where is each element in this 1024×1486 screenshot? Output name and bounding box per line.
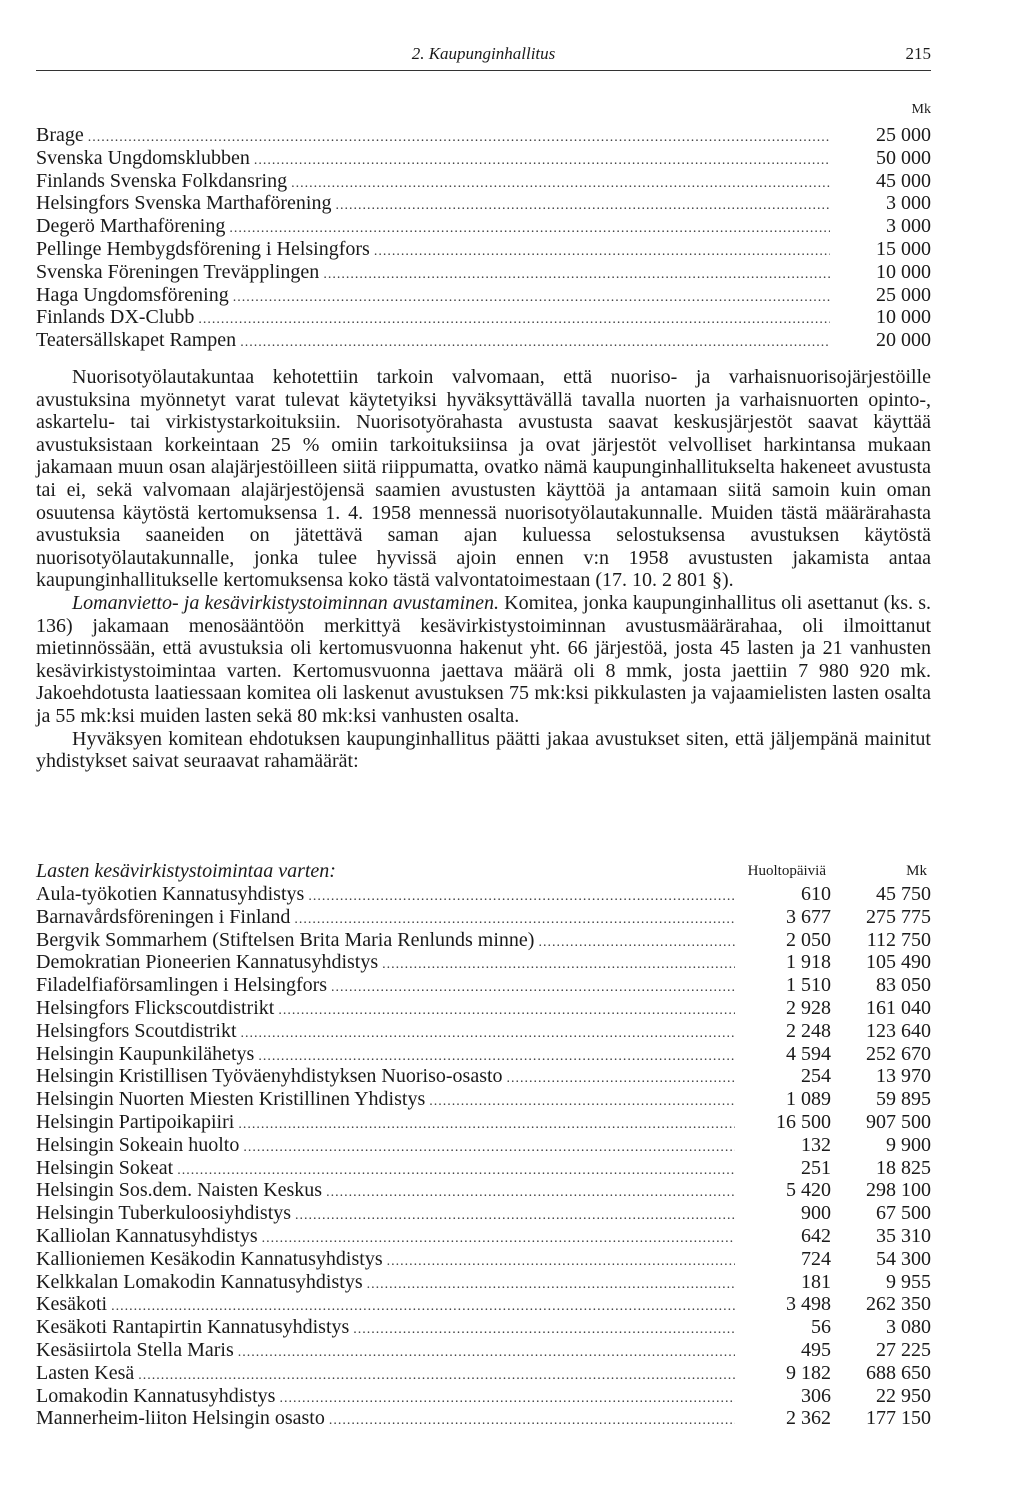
org-name: Demokratian Pioneerien Kannatusyhdistys (36, 951, 379, 974)
table-row (36, 1088, 931, 1111)
org-name: Helsingin Kaupunkilähetys (36, 1042, 255, 1065)
org-name: Teatersällskapet Rampen (36, 329, 237, 352)
paragraph-1: Nuorisotyölautakuntaa kehotettiin tarkoin valvomaan, että nuoriso- ja varhaisnuorisojärjestöille avustuksina myönnetyt varat tulevat käytetyiksi hyväksyttävällä tavalla nuorten ja varhaisnuorten opinto-, askartelu- tai virkistystarkoituksiin. Nuorisotyörahasta avustusta saavat keskusjärjestöt saavat käyttää avustuksistaan korkeintaan 25 % omiin tarkoituksiinsa ja ovat järjestöt velvolliset harkintansa mukaan jakamaan muun osan alajärjestöilleen siitä riippumatta, ovatko nämä kaupunginhallitukselta hakeneet avustusta tai ei, sekä valvomaan alajärjestöjensä saamien avustusten käyttöä ja antamaan siitä samoin kuin oman osuutensa käytöstä kertomuksensa 1. 4. 1958 mennessä nuorisotyölautakunnalle. Muiden tästä määrärahasta avustuksia saaneiden on jätettävä saman ajan kuluessa selostuksensa avustuksen käytöstä nuorisotyölautakunnalle, jonka tulee hyvissä ajoin ennen v:n 1958 avustusten jakamista antaa kaupunginhallitukselle kertomuksensa koko tästä valvontatoimestaan (17. 10. 2 801 §). (36, 366, 931, 592)
org-name: Svenska Ungdomsklubben (36, 146, 250, 169)
org-name: Finlands Svenska Folkdansring (36, 169, 288, 192)
amount: 83 050 (876, 974, 931, 997)
org-name: Helsingfors Flickscoutdistrikt (36, 996, 275, 1019)
org-name: Helsingin Tuberkuloosiyhdistys (36, 1202, 292, 1225)
days: 132 (801, 1133, 831, 1156)
col-header-days: Huoltopäiviä (747, 863, 826, 879)
amount: 20 000 (876, 329, 931, 352)
table-row (36, 1271, 931, 1294)
org-name: Helsingin Partipoikapiiri (36, 1110, 235, 1133)
amount: 50 000 (876, 146, 931, 169)
table-row (36, 192, 931, 215)
amount: 67 500 (876, 1202, 931, 1225)
amount: 3 000 (886, 192, 931, 215)
days: 610 (801, 883, 831, 905)
days: 56 (811, 1316, 831, 1339)
table2 (36, 883, 931, 1430)
days: 4 594 (786, 1042, 831, 1065)
org-name: Helsingin Sokeain huolto (36, 1133, 240, 1156)
table1-unit-label: Mk (911, 102, 931, 117)
amount: 35 310 (876, 1224, 931, 1247)
table-row (36, 1043, 931, 1066)
table-row (36, 329, 931, 352)
leader-dots (329, 1407, 735, 1433)
days: 2 248 (786, 1019, 831, 1042)
amount: 10 000 (876, 306, 931, 329)
org-name: Helsingin Sos.dem. Naisten Keskus (36, 1179, 323, 1202)
table-row (36, 1385, 931, 1408)
table-row (36, 1134, 931, 1157)
org-name: Helsingin Sokeat (36, 1156, 174, 1179)
amount: 161 040 (866, 996, 931, 1019)
table-row (36, 997, 931, 1020)
amount: 298 100 (866, 1179, 931, 1202)
amount: 22 950 (876, 1384, 931, 1407)
amount: 15 000 (876, 237, 931, 260)
org-name: Filadelfiaförsamlingen i Helsingfors (36, 974, 328, 997)
table1 (36, 124, 931, 352)
table-row (36, 1225, 931, 1248)
table-row (36, 929, 931, 952)
section-title: 2. Kaupunginhallitus (411, 44, 556, 63)
table-row (36, 1407, 931, 1430)
org-name: Brage (36, 124, 84, 146)
table-row (36, 1179, 931, 1202)
amount: 112 750 (866, 928, 931, 951)
header-rule (36, 70, 931, 71)
days: 1 510 (786, 974, 831, 997)
paragraph-3: Hyväksyen komitean ehdotuksen kaupunginhallitus päätti jakaa avustukset siten, että jäljempänä mainitut yhdistykset saivat seuraavat rahamäärät: (36, 727, 931, 773)
org-name: Mannerheim-liiton Helsingin osasto (36, 1407, 325, 1430)
org-name: Helsingfors Scoutdistrikt (36, 1019, 237, 1042)
days: 642 (801, 1224, 831, 1247)
body-text (36, 366, 931, 773)
days: 2 928 (786, 996, 831, 1019)
days: 181 (801, 1270, 831, 1293)
amount: 252 670 (866, 1042, 931, 1065)
table-row (36, 951, 931, 974)
table-row (36, 170, 931, 193)
org-name: Helsingin Nuorten Miesten Kristillinen Yhdistys (36, 1088, 426, 1111)
days: 1 918 (786, 951, 831, 974)
days: 724 (801, 1247, 831, 1270)
org-name: Kesäkoti Rantapirtin Kannatusyhdistys (36, 1316, 350, 1339)
table-row (36, 906, 931, 929)
table-row (36, 284, 931, 307)
days: 16 500 (776, 1110, 831, 1133)
leader-dots (240, 329, 830, 355)
amount: 25 000 (876, 283, 931, 306)
days: 3 498 (786, 1293, 831, 1316)
table-row (36, 1157, 931, 1180)
amount: 907 500 (866, 1110, 931, 1133)
amount: 177 150 (866, 1407, 931, 1430)
org-name: Kalliolan Kannatusyhdistys (36, 1224, 258, 1247)
page-number: 215 (905, 44, 931, 63)
amount: 27 225 (876, 1338, 931, 1361)
org-name: Bergvik Sommarhem (Stiftelsen Brita Maria Renlunds minne) (36, 928, 535, 951)
table-row (36, 1248, 931, 1271)
amount: 9 955 (886, 1270, 931, 1293)
table-row (36, 1065, 931, 1088)
amount: 688 650 (866, 1361, 931, 1384)
table-row (36, 1316, 931, 1339)
org-name: Degerö Marthaförening (36, 215, 226, 238)
org-name: Pellinge Hembygdsförening i Helsingfors (36, 237, 370, 260)
table-row (36, 1293, 931, 1316)
org-name: Lomakodin Kannatusyhdistys (36, 1384, 276, 1407)
amount: 59 895 (876, 1088, 931, 1111)
org-name: Kallioniemen Kesäkodin Kannatusyhdistys (36, 1247, 383, 1270)
amount: 123 640 (866, 1019, 931, 1042)
amount: 10 000 (876, 260, 931, 283)
days: 5 420 (786, 1179, 831, 1202)
org-name: Kesäkoti (36, 1293, 108, 1316)
org-name: Helsingin Kristillisen Työväenyhdistyksen Nuoriso-osasto (36, 1065, 503, 1088)
days: 3 677 (786, 905, 831, 928)
table-row (36, 1111, 931, 1134)
amount: 262 350 (866, 1293, 931, 1316)
amount: 13 970 (876, 1065, 931, 1088)
days: 2 362 (786, 1407, 831, 1430)
table-row (36, 1339, 931, 1362)
table-row (36, 147, 931, 170)
table-row (36, 883, 931, 906)
table-row (36, 124, 931, 147)
amount: 9 900 (886, 1133, 931, 1156)
page-header (36, 44, 931, 70)
col-header-amount: Mk (906, 863, 927, 879)
paragraph-2 (36, 592, 931, 728)
table-row (36, 215, 931, 238)
table-row (36, 974, 931, 997)
org-name: Kesäsiirtola Stella Maris (36, 1338, 234, 1361)
days: 2 050 (786, 928, 831, 951)
amount: 25 000 (876, 124, 931, 146)
org-name: Finlands DX-Clubb (36, 306, 195, 329)
days: 254 (801, 1065, 831, 1088)
table2-header (36, 860, 931, 882)
amount: 3 080 (886, 1316, 931, 1339)
org-name: Svenska Föreningen Treväpplingen (36, 260, 320, 283)
table2-section-label: Lasten kesävirkistystoimintaa varten: (36, 860, 336, 882)
amount: 3 000 (886, 215, 931, 238)
table-row (36, 1020, 931, 1043)
amount: 275 775 (866, 905, 931, 928)
days: 306 (801, 1384, 831, 1407)
org-name: Barnavårdsföreningen i Finland (36, 905, 291, 928)
amount: 18 825 (876, 1156, 931, 1179)
table-row (36, 1202, 931, 1225)
amount: 45 000 (876, 169, 931, 192)
amount: 54 300 (876, 1247, 931, 1270)
days: 251 (801, 1156, 831, 1179)
amount: 45 750 (876, 883, 931, 905)
amount: 105 490 (866, 951, 931, 974)
table-row (36, 1362, 931, 1385)
org-name: Kelkkalan Lomakodin Kannatusyhdistys (36, 1270, 363, 1293)
days: 900 (801, 1202, 831, 1225)
table-row (36, 306, 931, 329)
org-name: Lasten Kesä (36, 1361, 135, 1384)
table-row (36, 261, 931, 284)
org-name: Helsingfors Svenska Marthaförening (36, 192, 332, 215)
paragraph-2-heading: Lomanvietto- ja kesävirkistystoiminnan avustaminen. (72, 591, 500, 614)
org-name: Aula-työkotien Kannatusyhdistys (36, 883, 305, 905)
days: 1 089 (786, 1088, 831, 1111)
table-row (36, 238, 931, 261)
days: 9 182 (786, 1361, 831, 1384)
org-name: Haga Ungdomsförening (36, 283, 229, 306)
paragraph-2-text: Komitea, jonka kaupunginhallitus oli asettanut (ks. s. 136) jakamaan menosääntöön merkittyä kesävirkistystoiminnan avustusmäärärahaa, oli ilmoittanut mietinnössään, että avustuksia oli kertomusvuonna hakenut yht. 66 järjestöä, josta 45 lasten ja 21 vanhusten kesävirkistystoimintaa varten. Kertomusvuonna jaettava määrä oli 8 mmk, josta jaettiin 7 980 920 mk. Jakoehdotusta laatiessaan komitea oli laskenut avustuksen 75 mk:ksi pikkulasten ja vajaamielisten lasten osalta ja 55 mk:ksi muiden lasten sekä 80 mk:ksi vanhusten osalta. (36, 591, 932, 727)
days: 495 (801, 1338, 831, 1361)
